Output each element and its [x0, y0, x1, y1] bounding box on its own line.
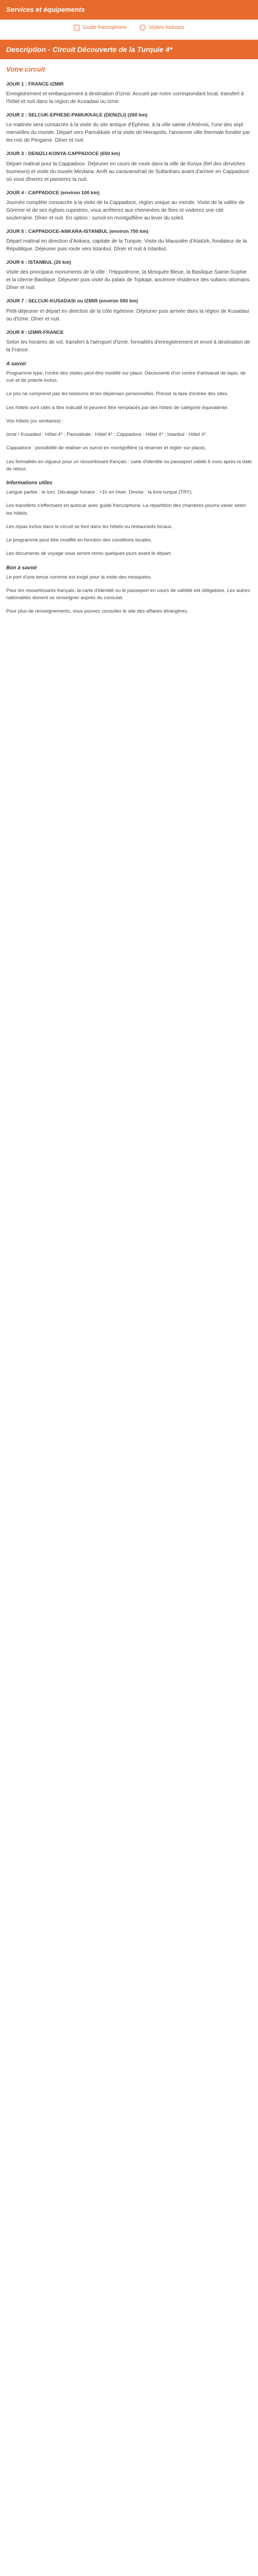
eye-icon	[140, 25, 146, 30]
day-title: JOUR 8 : IZMIR-FRANCE	[6, 329, 64, 335]
day-text: Départ matinal pour la Cappadoce. Déjeuner en cours de route dans la ville de Konya (fief des derviches tourneurs) et visite du musée Mevlana. Arrêt au caravansérail de Sultanhanı avant d'arriver en Cappadoce où vous dînerez et passerez la nuit.	[6, 161, 249, 182]
day-text: Enregistrement et embarquement à destination d'Izmir. Accueil par notre correspondant local, transfert à l'hôtel et nuit dans la région de Kusadasi ou Izmir.	[6, 91, 244, 105]
note-text: Le prix ne comprend pas les boissons et les dépenses personnelles. Prévoir la taxe d'entrée des sites.	[6, 391, 229, 397]
day-title: JOUR 3 : DENIZLI-KONYA-CAPPADOCE (650 km)	[6, 151, 120, 157]
section-title: Votre circuit	[6, 65, 45, 74]
note-text: Les documents de voyage vous seront remis quelques jours avant le départ.	[6, 551, 172, 557]
day-text: Petit-déjeuner et départ en direction de la côte égéenne. Déjeuner puis arrivée dans la région de Kusadasi ou d'Izmir. Dîner et nuit.	[6, 308, 249, 322]
content	[0, 64, 258, 632]
note-text: Les transferts s'effectuent en autocar avec guide francophone. La répartition des chambres pourra varier selon les hôtels.	[6, 503, 246, 516]
visits-link[interactable]	[140, 24, 184, 31]
note-text: Les repas inclus dans le circuit se font dans les hôtels ou restaurants locaux.	[6, 523, 173, 530]
note-heading: A savoir	[6, 361, 27, 367]
services-banner: Services et équipements	[0, 0, 258, 20]
day-title: JOUR 5 : CAPPADOCE-ANKARA-ISTANBUL (environ 750 km)	[6, 228, 149, 234]
note-text: Langue parlée : le turc. Décalage horaire : +1h en hiver. Devise : la livre turque (TRY).	[6, 489, 193, 496]
note-heading: Informations utiles	[6, 480, 53, 486]
day-text: Visite des principaux monuments de la ville : l'Hippodrome, la Mosquée Bleue, la Basilique Sainte-Sophie et la citerne Basilique. Déjeuner puis visite du palais de Topkapi, ancienne résidence des sultans ottomans. Dîner et nuit.	[6, 269, 251, 291]
day-title: JOUR 4 : CAPPADOCE (environ 100 km)	[6, 190, 100, 196]
note-text: Le port d'une tenue correcte est exigé pour la visite des mosquées.	[6, 574, 152, 580]
day-text: Départ matinal en direction d'Ankara, capitale de la Turquie. Visite du Mausolée d'Atatürk, fondateur de la République. Déjeuner puis route vers Istanbul. Dîner et nuit à Istanbul.	[6, 239, 247, 252]
note-text: Les formalités en vigueur pour un ressortissant français : carte d'identité ou passeport valide 6 mois après la date de retour.	[6, 459, 252, 472]
days-list	[6, 81, 252, 354]
day-text: Journée complète consacrée à la visite de la Cappadoce, région unique au monde. Visite de la vallée de Göreme et de ses églises rupestres, vous arrêterez aux cheminées de fées et visiterez une cité souterraine. Dîner et nuit. En option : survol en montgolfière au lever du soleil.	[6, 199, 245, 221]
note-text: Les hôtels sont cités à titre indicatif et peuvent être remplacés par des hôtels de catégorie équivalente.	[6, 404, 229, 411]
day-title: JOUR 6 : ISTANBUL (20 km)	[6, 260, 71, 266]
service-links	[0, 20, 258, 37]
note-text: Pour plus de renseignements, vous pouvez consulter le site des affaires étrangères.	[6, 608, 189, 615]
day-text: Selon les horaires de vol, transfert à l'aéroport d'Izmir, formalités d'enregistrement et envol à destination de la France.	[6, 339, 250, 353]
page	[0, 0, 258, 632]
visits-label: Visites incluses	[149, 24, 184, 30]
guide-icon	[74, 25, 79, 30]
description-banner: Description - Circuit Découverte de la Turquie 4*	[0, 40, 258, 60]
note-text: Le programme peut être modifié en fonction des conditions locales.	[6, 537, 152, 544]
day-title: JOUR 2 : SELCUK-EPHESE-PAMUKKALE (DENIZLI) (260 km)	[6, 112, 148, 118]
note-text: Programme type, l'ordre des visites peut être modifié sur place. Découverte d'un contre d'artisanat de tapis, de cuir et de poterie inclus.	[6, 370, 246, 384]
note-text: Pour les ressortissants français, la carte d'identité ou le passeport en cours de validité est obligatoire. Les autres nationalités doivent se renseigner auprès du consulat.	[6, 587, 250, 601]
note-text: Cappadoce : possibilité de réaliser un survol en montgolfière (à réserver et régler sur place).	[6, 445, 206, 451]
day-title: JOUR 7 : SELCUK-KUSADASI ou IZMIR (environ 550 km)	[6, 298, 138, 304]
day-title: JOUR 1 : FRANCE-IZMIR	[6, 81, 64, 87]
guide-link[interactable]	[74, 24, 126, 31]
note-heading: Bon à savoir	[6, 565, 38, 571]
guide-label: Guide francophone	[83, 24, 127, 30]
note-text: Vos hôtels (ou similaires) :	[6, 418, 63, 424]
day-text: Le matinée sera consacrée à la visite du site antique d'Éphèse, à la ville sainte d'Artémis, l'une des sept merveilles du monde. Départ vers Pamukkale et la visite de Hierapolis, l'ancienne ville thermale fondée par les rois de Pergame. Dîner et nuit.	[6, 122, 250, 144]
notes-list	[6, 360, 252, 616]
note-text: Izmir / Kusadasi : Hôtel 4* ; Pamukkale : Hôtel 4* ; Cappadoce : Hôtel 4* ; Istanbul : Hôtel 4*.	[6, 432, 207, 438]
